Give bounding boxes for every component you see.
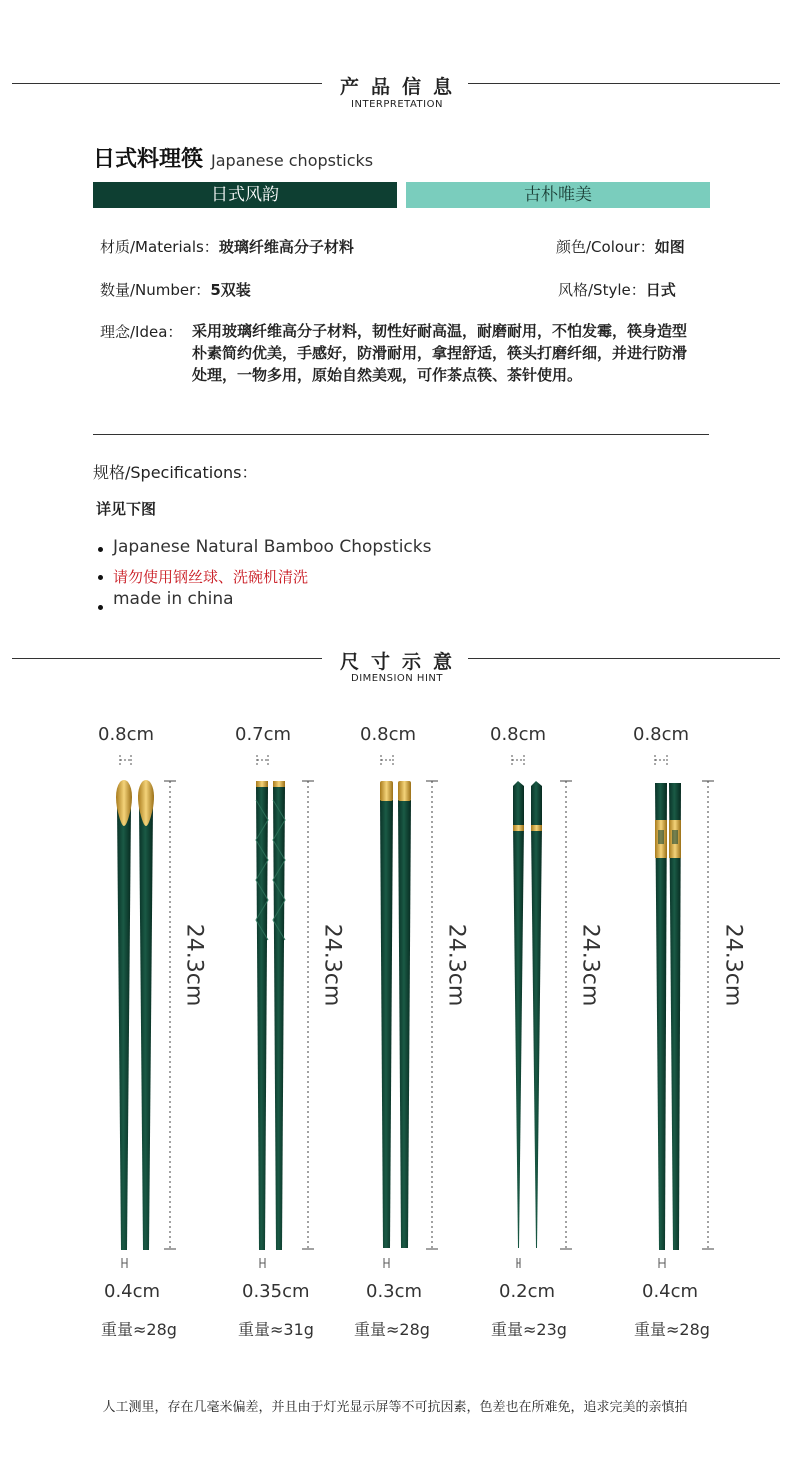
gold-band: [531, 825, 542, 831]
gold-cap: [380, 781, 393, 801]
section1-title: 产品信息: [339, 76, 464, 98]
band-right: 古朴唯美: [406, 182, 710, 208]
bullet-item-3: made in china: [113, 589, 234, 609]
section2-title: 尺寸示意: [339, 651, 464, 673]
top-width-5: 0.8cm: [633, 724, 690, 745]
chopstick: [513, 781, 524, 1248]
length-marker: [302, 781, 314, 1249]
top-width-marker: [655, 755, 667, 765]
chopstick-pair-4: [513, 781, 542, 1248]
bottom-width-marker: [517, 1258, 520, 1268]
weight-1: 重量≈28g: [101, 1320, 177, 1339]
gold-cap: [273, 781, 285, 787]
bullet-item-2: 请勿使用钢丝球、洗碗机清洗: [113, 568, 309, 586]
top-width-marker: [512, 755, 524, 765]
length-markers: [164, 781, 714, 1249]
materials-label: 材质/Materials：: [100, 238, 219, 256]
top-width-4: 0.8cm: [490, 724, 547, 745]
bottom-width-5: 0.4cm: [642, 1281, 699, 1302]
chopstick: [398, 800, 411, 1248]
length-label-1: 24.3cm: [181, 923, 207, 1007]
bottom-width-3: 0.3cm: [366, 1281, 423, 1302]
weight-4: 重量≈23g: [491, 1320, 567, 1339]
colour-value: 如图: [654, 238, 685, 256]
bottom-width-marker: [659, 1258, 665, 1268]
section1-subtitle: INTERPRETATION: [351, 99, 443, 110]
length-marker: [426, 781, 438, 1249]
idea-label: 理念/Idea：: [100, 323, 183, 341]
style-label: 风格/Style：: [558, 281, 646, 299]
bottom-width-markers: [122, 1258, 665, 1268]
gold-cap: [256, 781, 268, 787]
length-marker: [560, 781, 572, 1249]
weight-3: 重量≈28g: [354, 1320, 430, 1339]
top-width-marker: [381, 755, 393, 765]
bottom-width-2: 0.35cm: [242, 1281, 310, 1302]
top-width-2: 0.7cm: [235, 724, 292, 745]
chopstick: [380, 800, 393, 1248]
colour-label: 颜色/Colour：: [556, 238, 655, 256]
length-label-2: 24.3cm: [319, 923, 345, 1007]
style-value: 日式: [645, 281, 676, 299]
top-width-markers: [120, 755, 667, 765]
bottom-width-4: 0.2cm: [499, 1281, 556, 1302]
spec-label: 规格/Specifications：: [93, 463, 258, 482]
length-label-4: 24.3cm: [577, 923, 603, 1007]
idea-value: 采用玻璃纤维高分子材料，韧性好耐高温，耐磨耐用，不怕发霉，筷身造型朴素简约优美，手感好，防滑耐用，拿捏舒适，筷头打磨纤细，并进行防滑处理，一物多用，原始自然美观，可作茶点筷、茶针使用。: [192, 322, 688, 384]
chopstick-pair-3: [380, 781, 411, 1248]
bottom-width-marker: [122, 1258, 127, 1268]
gold-band: [513, 825, 524, 831]
chopstick-pair-5: [655, 783, 681, 1250]
length-marker: [702, 781, 714, 1249]
top-width-1: 0.8cm: [98, 724, 155, 745]
length-label-5: 24.3cm: [720, 923, 746, 1007]
bullet-item-1: Japanese Natural Bamboo Chopsticks: [113, 537, 432, 557]
band-mark: [672, 830, 678, 844]
bottom-width-marker: [384, 1258, 389, 1268]
bottom-width-1: 0.4cm: [104, 1281, 161, 1302]
length-marker: [164, 781, 176, 1249]
top-width-marker: [120, 755, 131, 765]
bottom-width-marker: [260, 1258, 265, 1268]
chopstick-pair-2: [256, 781, 285, 1250]
gold-cap: [398, 781, 411, 801]
chopstick-pair-1: [116, 780, 154, 1250]
product-title-cn: 日式料理筷: [93, 147, 204, 172]
product-title-en: Japanese chopsticks: [211, 151, 374, 170]
materials-value: 玻璃纤维高分子材料: [218, 238, 354, 256]
top-width-marker: [257, 755, 268, 765]
band-left: 日式风韵: [93, 182, 397, 208]
length-label-3: 24.3cm: [443, 923, 469, 1007]
number-value: 5双装: [210, 281, 251, 299]
top-width-3: 0.8cm: [360, 724, 417, 745]
spec-value: 详见下图: [96, 500, 157, 518]
section2-subtitle: DIMENSION HINT: [351, 673, 443, 684]
weight-5: 重量≈28g: [634, 1320, 710, 1339]
weight-2: 重量≈31g: [238, 1320, 314, 1339]
footer-note: 人工测里，存在几毫米偏差，并且由于灯光显示屏等不可抗因素，色差也在所难免，追求完美的亲慎拍: [102, 1400, 688, 1415]
chopstick: [117, 806, 131, 1250]
band-mark: [658, 830, 664, 844]
chopstick: [139, 806, 153, 1250]
chopstick: [531, 781, 542, 1248]
number-label: 数量/Number：: [100, 281, 211, 299]
